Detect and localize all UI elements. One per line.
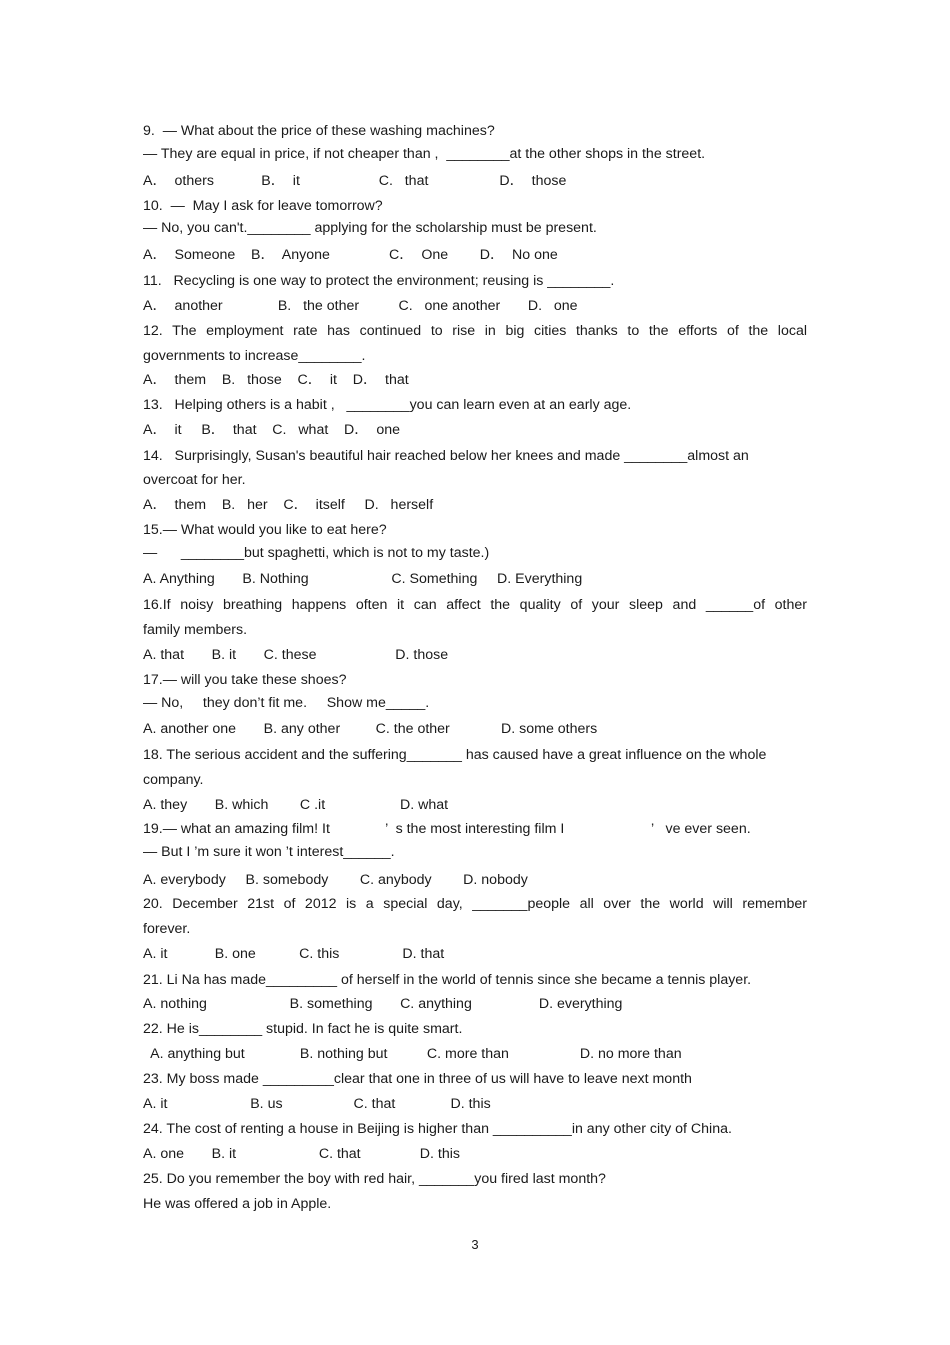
question-12-options: A． them B. those C． it D． that xyxy=(143,372,409,388)
question-12-stem-cont: governments to increase________. xyxy=(143,348,366,364)
question-9-response: — They are equal in price, if not cheaper than , ________at the other shops in the street. xyxy=(143,146,706,162)
question-18-stem-cont: company. xyxy=(143,772,204,788)
question-21-options: A. nothing B. something C. anything D. everything xyxy=(143,996,623,1012)
question-22-stem: 22. He is________ stupid. In fact he is quite smart. xyxy=(143,1021,463,1037)
question-15-options: A. Anything B. Nothing C. Something D. Everything xyxy=(143,571,583,587)
question-14-stem-cont: overcoat for her. xyxy=(143,472,246,488)
question-11-stem: 11. Recycling is one way to protect the environment; reusing is ________. xyxy=(143,273,615,289)
question-16-stem: 16.If noisy breathing happens often it can affect the quality of your sleep and ______of other xyxy=(143,597,807,613)
question-11-options: A． another B. the other C. one another D. one xyxy=(143,298,578,314)
question-21-stem: 21. Li Na has made_________ of herself in the world of tennis since she became a tennis player. xyxy=(143,972,752,988)
question-25-stem: 25. Do you remember the boy with red hair, _______you fired last month? xyxy=(143,1171,606,1187)
question-24-options: A. one B. it C. that D. this xyxy=(143,1146,460,1162)
question-17-stem: 17.— will you take these shoes? xyxy=(143,672,347,688)
question-23-stem: 23. My boss made _________clear that one in three of us will have to leave next month xyxy=(143,1071,692,1087)
question-18-options: A. they B. which C .it D. what xyxy=(143,797,449,813)
question-14-stem: 14. Surprisingly, Susan's beautiful hair reached below her knees and made ________almost an xyxy=(143,448,749,464)
question-16-stem-cont: family members. xyxy=(143,622,248,638)
question-12-stem: 12. The employment rate has continued to rise in big cities thanks to the efforts of the local xyxy=(143,323,807,339)
question-24-stem: 24. The cost of renting a house in Beijing is higher than __________in any other city of China. xyxy=(143,1121,732,1137)
question-19-options: A. everybody B. somebody C. anybody D. nobody xyxy=(143,872,528,888)
question-20-options: A. it B. one C. this D. that xyxy=(143,946,445,962)
question-22-options: A. anything but B. nothing but C. more than D. no more than xyxy=(143,1046,682,1062)
question-9-stem: 9. — What about the price of these washing machines? xyxy=(143,123,495,139)
question-10-options: A． Someone B． Anyone C． One D． No one xyxy=(143,247,558,263)
question-17-options: A. another one B. any other C. the other D. some others xyxy=(143,721,598,737)
question-18-stem: 18. The serious accident and the suffering_______ has caused have a great influence on the whole xyxy=(143,747,767,763)
question-16-options: A. that B. it C. these D. those xyxy=(143,647,449,663)
page-number: 3 xyxy=(471,1237,479,1252)
question-19-response: — But I ’m sure it won ’t interest______. xyxy=(143,844,395,860)
question-13-stem: 13. Helping others is a habit , ________you can learn even at an early age. xyxy=(143,397,632,413)
question-19-stem: 19.— what an amazing film! It ’ s the most interesting film I ’ ve ever seen. xyxy=(143,821,751,837)
question-25-stem-cont: He was offered a job in Apple. xyxy=(143,1196,332,1212)
question-15-stem: 15.— What would you like to eat here? xyxy=(143,522,387,538)
question-10-response: — No, you can't.________ applying for the scholarship must be present. xyxy=(143,220,597,236)
question-9-options: A． others B． it C. that D． those xyxy=(143,173,567,189)
question-13-options: A． it B． that C. what D． one xyxy=(143,422,401,438)
question-20-stem-cont: forever. xyxy=(143,921,191,937)
question-23-options: A. it B. us C. that D. this xyxy=(143,1096,491,1112)
question-15-response: — ________but spaghetti, which is not to my taste.) xyxy=(143,545,490,561)
question-20-stem: 20. December 21st of 2012 is a special day, _______people all over the world will remember xyxy=(143,896,807,912)
question-10-stem: 10. — May I ask for leave tomorrow? xyxy=(143,198,383,214)
question-17-response: — No, they don’t fit me. Show me_____. xyxy=(143,695,430,711)
question-14-options: A． them B. her C． itself D. herself xyxy=(143,497,434,513)
